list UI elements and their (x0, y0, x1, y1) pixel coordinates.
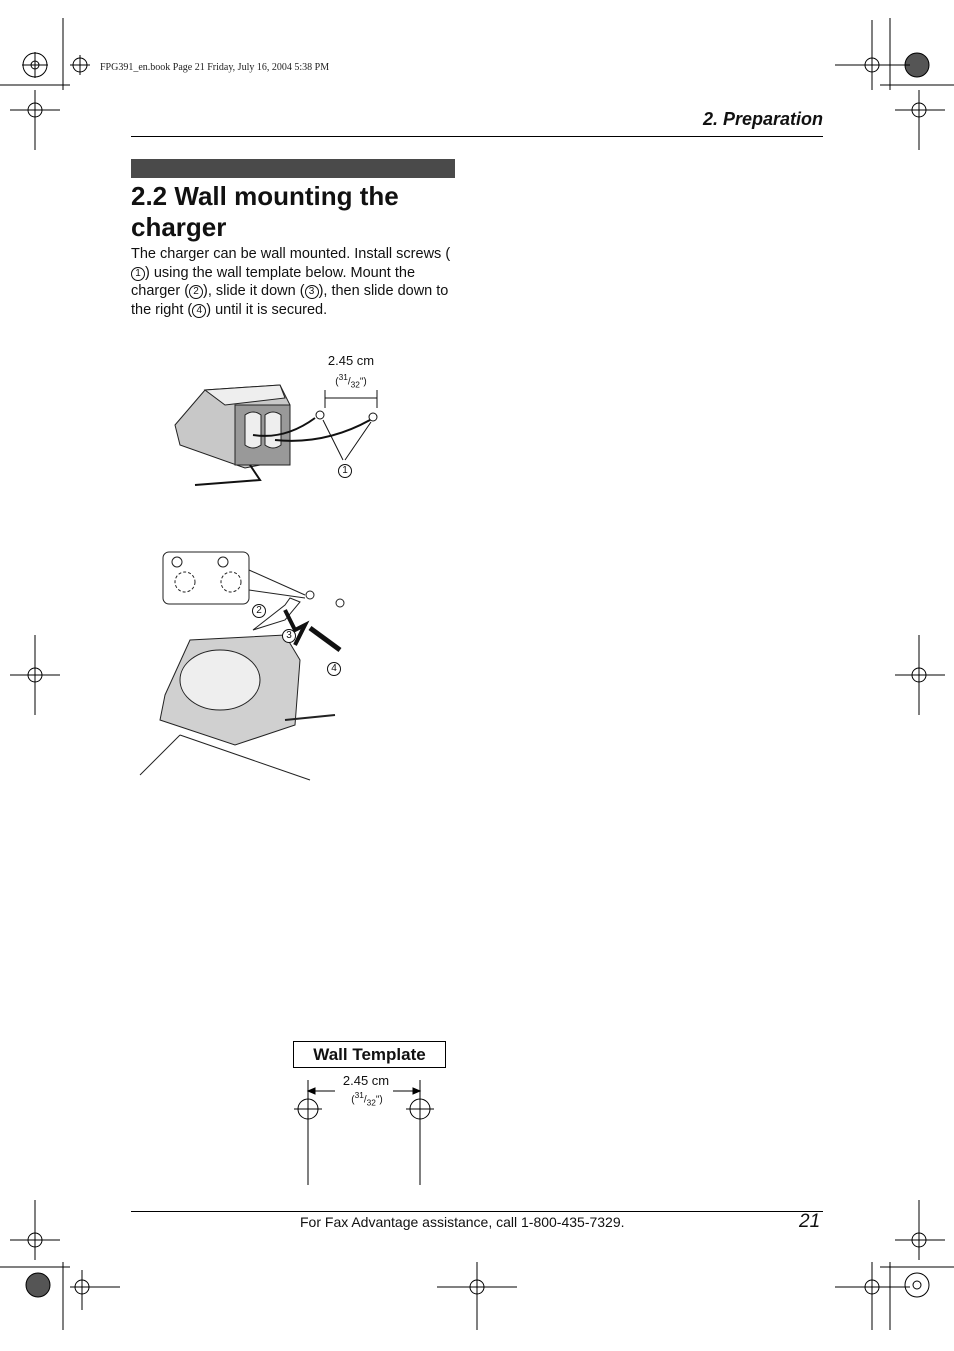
wall-template-marks (290, 1075, 440, 1187)
body-text-2: ) using the wall template below. Mount the charger ( (131, 264, 416, 300)
heading-bar (131, 159, 455, 178)
figure2-callout-2: 2 (252, 604, 266, 618)
figure1-frac-num: 31 (338, 372, 348, 382)
callout-ref-4: 4 (192, 304, 206, 318)
file-info: FPG391_en.book Page 21 Friday, July 16, 2004 5:38 PM (100, 62, 330, 73)
callout-ref-2: 2 (189, 285, 203, 299)
figure1-dimension: 2.45 cm (327, 353, 375, 368)
charger-back-illustration (165, 380, 395, 495)
template-frac-num: 31 (354, 1090, 364, 1100)
figure2-callout-4: 4 (327, 662, 341, 676)
wall-template-title: Wall Template (293, 1041, 446, 1068)
section-title: 2. Preparation (702, 109, 823, 129)
body-text-3: ), slide it down ( (203, 283, 305, 300)
figure1-fraction: $(^{31}/_{32}")$ (335, 372, 367, 390)
heading-line-1: 2.2 Wall mounting the (131, 181, 399, 211)
callout-ref-3: 3 (305, 285, 319, 299)
figure1-frac-den: 32 (350, 379, 360, 390)
body-text-5: ) until it is secured. (206, 302, 328, 319)
page-heading (131, 181, 461, 243)
figure1-callout: 1 (338, 464, 352, 478)
template-fraction: $(^{31}/_{32}")$ (351, 1090, 383, 1108)
page-number: 21 (799, 1211, 821, 1232)
footer-rule (131, 1211, 823, 1212)
footer-assistance: For Fax Advantage assistance, call 1-800-435-7329. (300, 1214, 625, 1230)
callout-ref-1: 1 (131, 267, 145, 281)
header-rule (131, 136, 823, 137)
heading-line-2: charger (131, 212, 227, 242)
template-frac-den: 32 (366, 1097, 376, 1108)
figure2-callout-3: 3 (282, 629, 296, 643)
template-dimension: 2.45 cm (342, 1073, 390, 1088)
body-text-1: The charger can be wall mounted. Install screws ( (131, 246, 451, 262)
body-text-4: ), then slide down to the right ( (131, 283, 449, 319)
instructions-paragraph (131, 245, 461, 320)
